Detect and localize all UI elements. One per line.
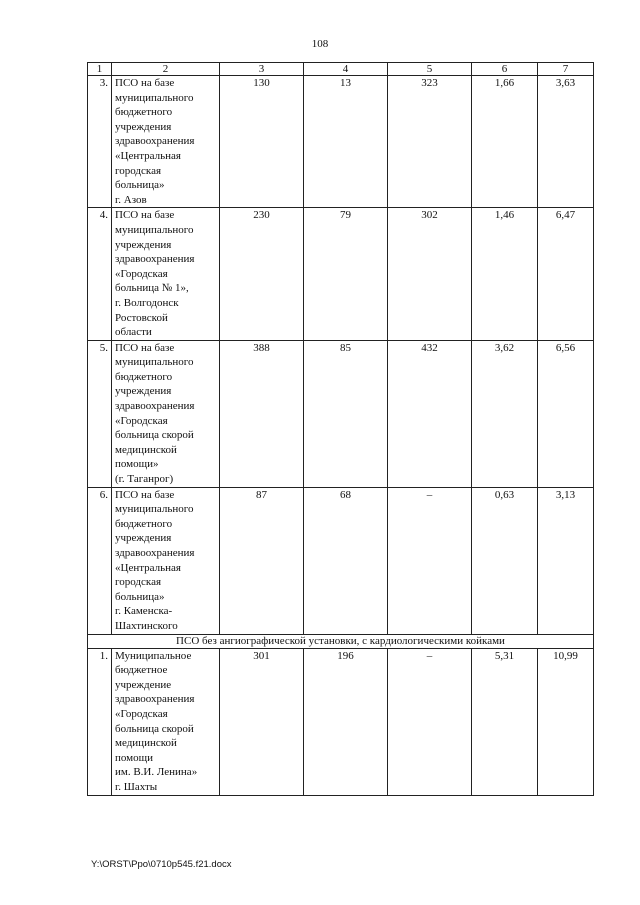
data-table [87, 62, 594, 796]
header-cell: 1 [88, 63, 112, 76]
header-cell: 3 [220, 63, 304, 76]
cell-col7: 6,47 [538, 208, 594, 340]
cell-col6: 1,66 [472, 76, 538, 208]
cell-col6: 3,62 [472, 340, 538, 487]
institution-name: ПСО на базе муниципального бюджетного учреждения здравоохранения «Городская больница скорой медицинской помощи» (г. Таганрог) [112, 340, 220, 487]
institution-name: ПСО на базе муниципального учреждения здравоохранения «Городская больница № 1», г. Волгодонск Ростовской области [112, 208, 220, 340]
section-title: ПСО без ангиографической установки, с кардиологическими койками [88, 634, 594, 648]
table-row [88, 208, 594, 340]
row-number: 6. [88, 487, 112, 634]
header-cell: 7 [538, 63, 594, 76]
cell-col3: 388 [220, 340, 304, 487]
row-number: 1. [88, 648, 112, 795]
row-number: 4. [88, 208, 112, 340]
header-cell: 2 [112, 63, 220, 76]
cell-col5: 323 [388, 76, 472, 208]
cell-col7: 10,99 [538, 648, 594, 795]
institution-name: ПСО на базе муниципального бюджетного учреждения здравоохранения «Центральная городская больница» г. Азов [112, 76, 220, 208]
cell-col6: 0,63 [472, 487, 538, 634]
cell-col3: 301 [220, 648, 304, 795]
institution-name: ПСО на базе муниципального бюджетного учреждения здравоохранения «Центральная городская больница» г. Каменска- Шахтинского [112, 487, 220, 634]
cell-col4: 196 [304, 648, 388, 795]
institution-name: Муниципальное бюджетное учреждение здравоохранения «Городская больница скорой медицинской помощи им. В.И. Ленина» г. Шахты [112, 648, 220, 795]
table-row [88, 76, 594, 208]
cell-col4: 85 [304, 340, 388, 487]
cell-col4: 68 [304, 487, 388, 634]
section-header-row [88, 634, 594, 648]
cell-col4: 79 [304, 208, 388, 340]
cell-col7: 3,13 [538, 487, 594, 634]
cell-col5: 302 [388, 208, 472, 340]
cell-col5: – [388, 487, 472, 634]
page-number: 108 [311, 38, 329, 50]
table-row [88, 487, 594, 634]
cell-col5: – [388, 648, 472, 795]
cell-col3: 230 [220, 208, 304, 340]
header-cell: 5 [388, 63, 472, 76]
table-row [88, 648, 594, 795]
table-row [88, 340, 594, 487]
cell-col3: 130 [220, 76, 304, 208]
cell-col6: 5,31 [472, 648, 538, 795]
cell-col5: 432 [388, 340, 472, 487]
cell-col4: 13 [304, 76, 388, 208]
cell-col6: 1,46 [472, 208, 538, 340]
footer-file-path: Y:\ORST\Ppo\0710p545.f21.docx [91, 859, 232, 870]
header-cell: 4 [304, 63, 388, 76]
table-header-row [88, 63, 594, 76]
cell-col3: 87 [220, 487, 304, 634]
cell-col7: 6,56 [538, 340, 594, 487]
cell-col7: 3,63 [538, 76, 594, 208]
row-number: 3. [88, 76, 112, 208]
row-number: 5. [88, 340, 112, 487]
header-cell: 6 [472, 63, 538, 76]
